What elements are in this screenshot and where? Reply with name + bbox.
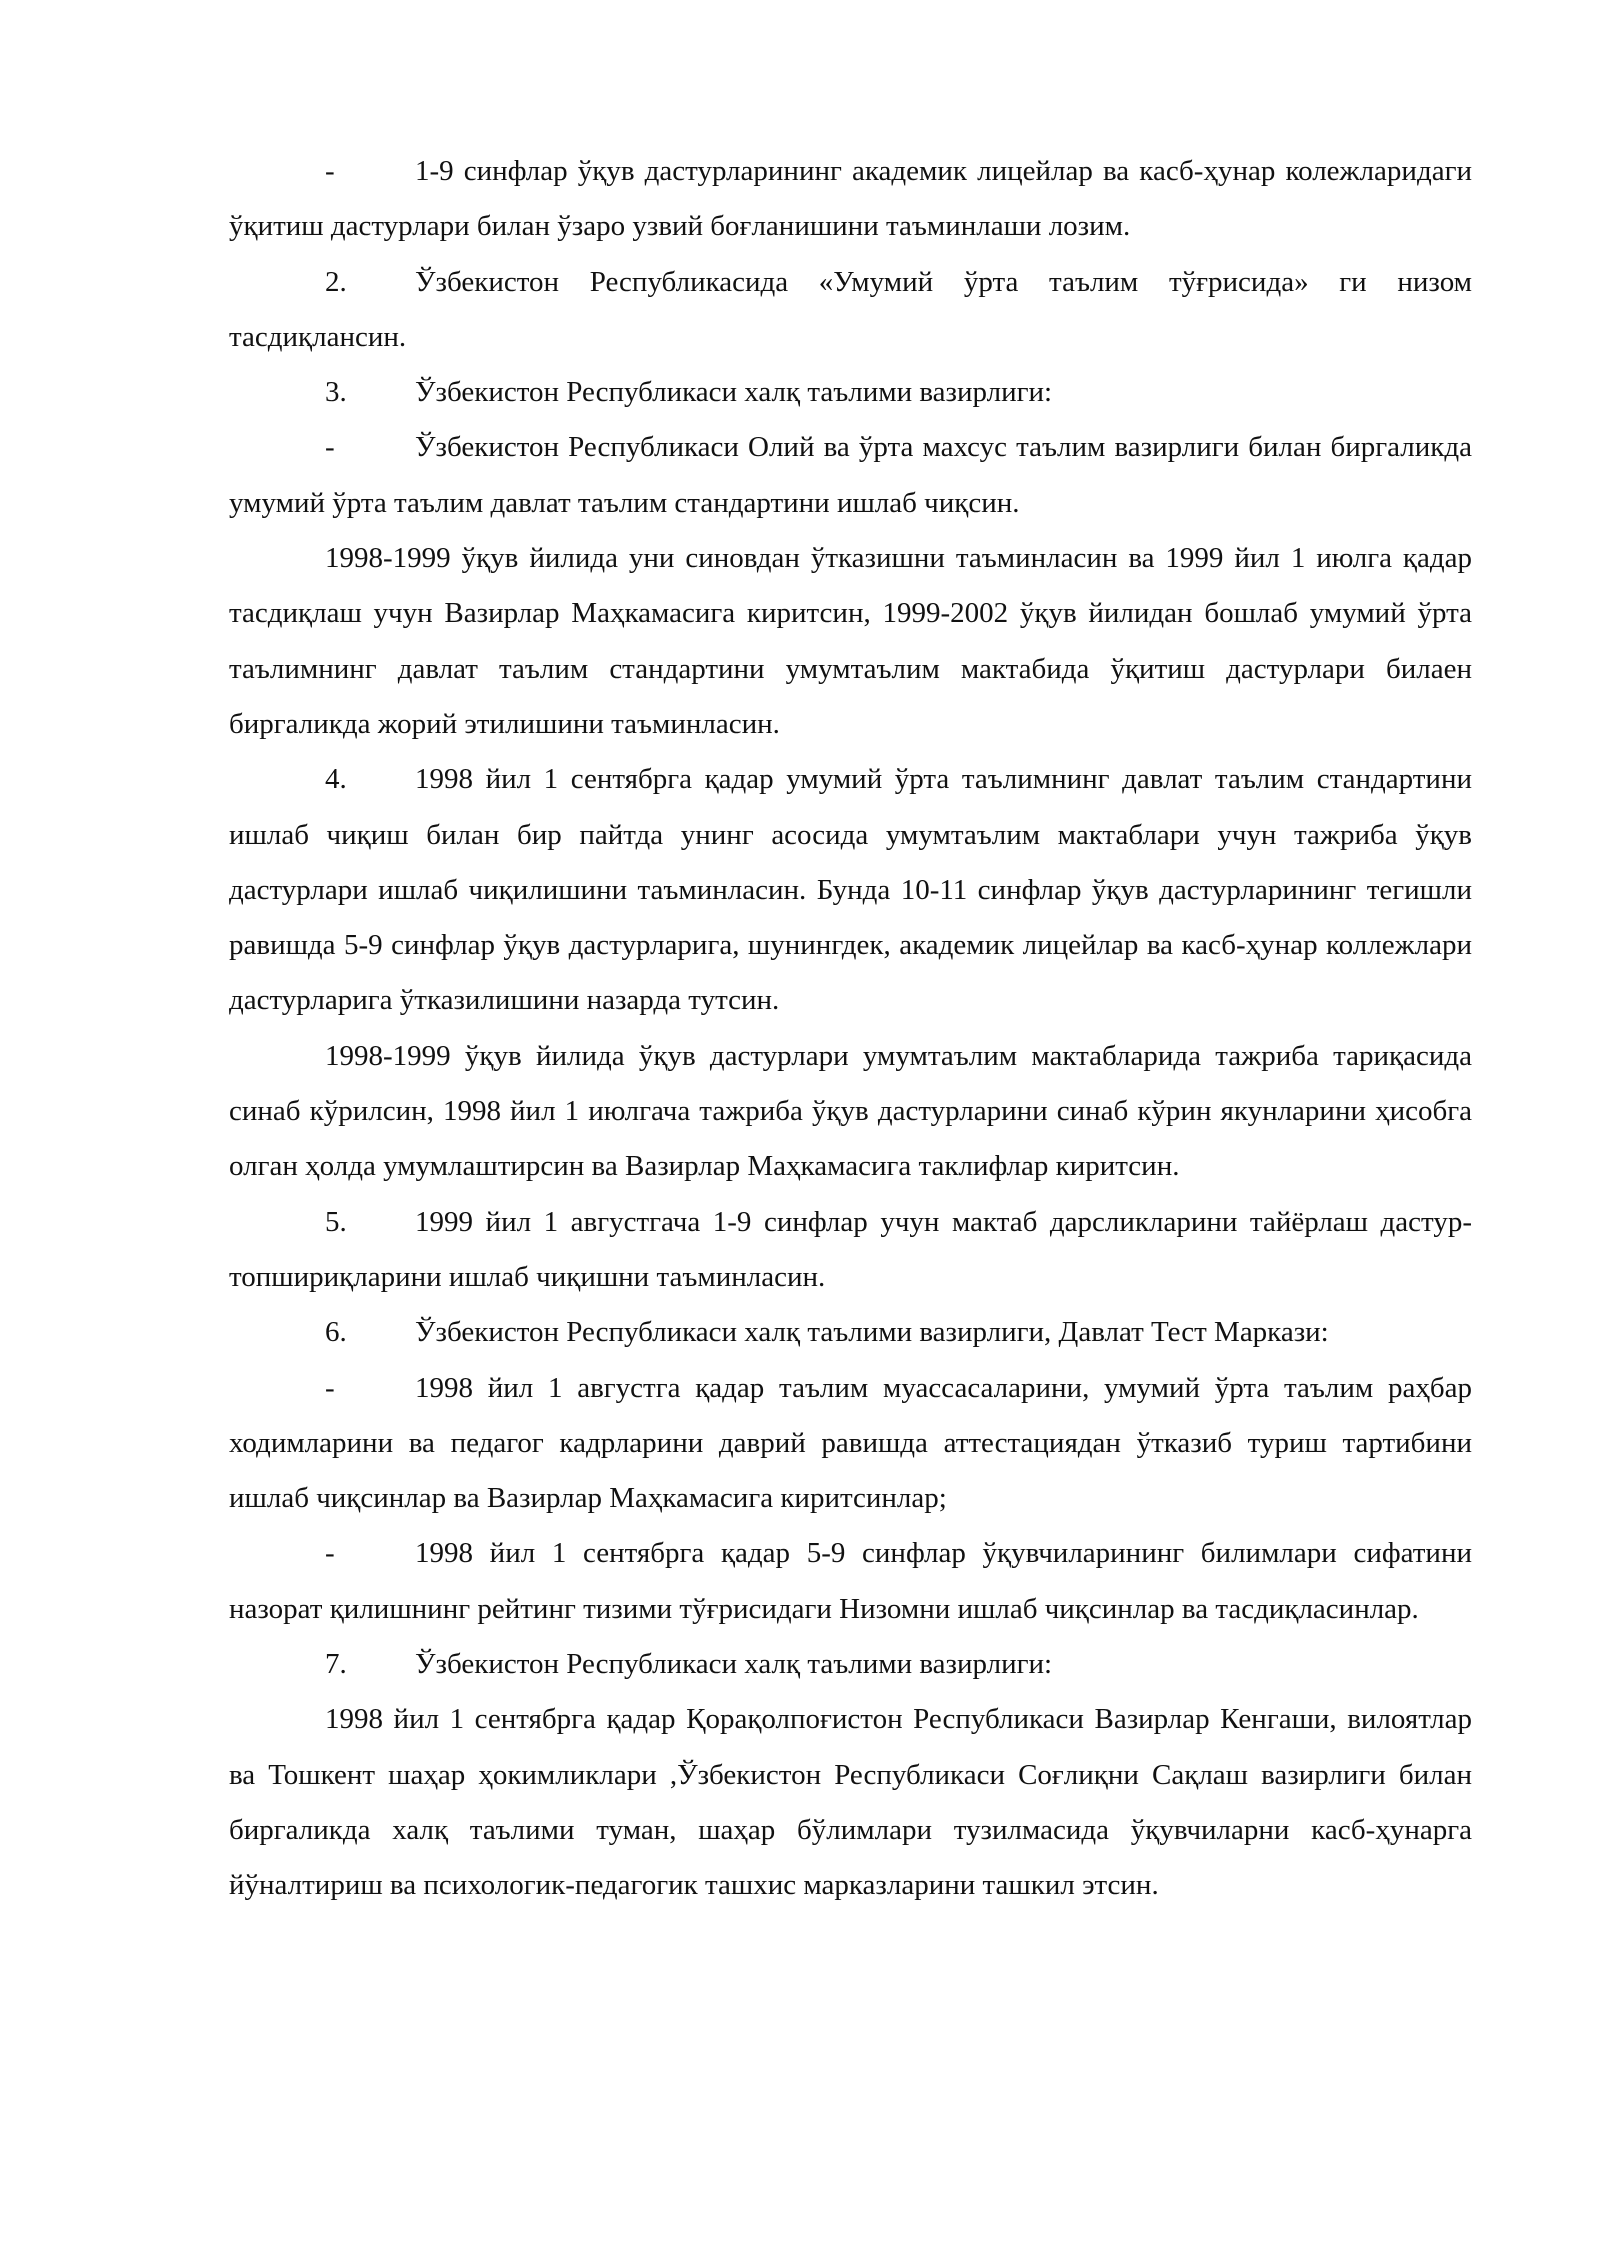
paragraph-text: Ўзбекистон Республикасида «Умумий ўрта таълим тўғрисида» ги низом тасдиқлансин. <box>229 265 1472 353</box>
paragraph-curricula-testing <box>229 1029 1472 1195</box>
paragraph-text: Ўзбекистон Республикаси халқ таълими вазирлиги: <box>415 376 1053 409</box>
paragraph-marker: - <box>325 1371 335 1404</box>
paragraph-text: Ўзбекистон Республикаси Олий ва ўрта махсус таълим вазирлиги билан биргаликда умумий ўрта таълим давлат таълим стандартини ишлаб чиқсин. <box>229 431 1472 519</box>
paragraph-text: 1998 йил 1 сентябрга қадар 5-9 синфлар ўқувчиларининг билимлари сифатини назорат қилишнинг рейтинг тизими тўғрисидаги Низомни ишлаб чиқсинлар ва тасдиқласинлар. <box>229 1537 1472 1625</box>
paragraph-bullet-rating-system <box>229 1526 1472 1637</box>
paragraph-marker: 5. <box>325 1205 347 1238</box>
paragraph-text: 1998 йил 1 августга қадар таълим муассасаларини, умумий ўрта таълим раҳбар ходимларини ва педагог кадрларини даврий равишда аттестациядан ўтказиб туриш тартибини ишлаб чиқсинлар ва Вазирлар Маҳкамасига киритсинлар; <box>229 1371 1472 1515</box>
paragraph-marker: - <box>325 155 335 187</box>
paragraph-marker: 7. <box>325 1648 347 1681</box>
paragraph-text: 1-9 синфлар ўқув дастурларининг академик лицейлар ва касб-ҳунар колежларидаги ўқитиш дастурлари билан ўзаро узвий боғланишини таъминлаши лозим. <box>229 155 1472 243</box>
paragraph-marker: 3. <box>325 376 347 409</box>
paragraph-marker: 2. <box>325 265 347 298</box>
paragraph-text: 1998-1999 ўқув йилида уни синовдан ўтказишни таъминласин ва 1999 йил 1 июлга қадар тасдиқлаш учун Вазирлар Маҳкамасига киритсин, 1999-2002 ўқув йилидан бошлаб умумий ўрта таълимнинг давлат таълим стандартини умумтаълим мактабида ўқитиш дастурлари билаен биргаликда жорий этилишини таъминласин. <box>229 542 1472 740</box>
paragraph-bullet-standard <box>229 420 1472 531</box>
paragraph-item-4 <box>229 752 1472 1028</box>
paragraph-bullet-attestation <box>229 1361 1472 1527</box>
paragraph-text: 1998 йил 1 сентябрга қадар Қорақолпоғистон Республикаси Вазирлар Кенгаши, вилоятлар ва Тошкент шаҳар ҳокимликлари ,Ўзбекистон Республикаси Соғлиқни Сақлаш вазирлиги билан биргаликда халқ таълими туман, шаҳар бўлимлари тузилмасида ўқувчиларни касб-ҳунарга йўналтириш ва психологик-педагогик ташхис марказларини ташкил этсин. <box>229 1703 1472 1902</box>
paragraph-text: 1999 йил 1 августгача 1-9 синфлар учун мактаб дарсликларини тайёрлаш дастур-топшириқларини ишлаб чиқишни таъминласин. <box>229 1205 1472 1293</box>
paragraph-item-6 <box>229 1305 1472 1360</box>
paragraph-bullet-curricula-link <box>229 144 1472 255</box>
paragraph-item-7 <box>229 1637 1472 1692</box>
paragraph-diagnostic-centers <box>229 1692 1472 1913</box>
paragraph-standard-testing <box>229 531 1472 752</box>
paragraph-text: Ўзбекистон Республикаси халқ таълими вазирлиги, Давлат Тест Маркази: <box>415 1316 1329 1349</box>
paragraph-marker: 6. <box>325 1316 347 1349</box>
paragraph-text: 1998-1999 ўқув йилида ўқув дастурлари умумтаълим мактабларида тажриба тариқасида синаб кўрилсин, 1998 йил 1 июлгача тажриба ўқув дастурларини синаб кўрин якунларини ҳисобга олган ҳолда умумлаштирсин ва Вазирлар Маҳкамасига таклифлар киритсин. <box>229 1039 1472 1183</box>
paragraph-item-5 <box>229 1195 1472 1306</box>
paragraph-text: Ўзбекистон Республикаси халқ таълими вазирлиги: <box>415 1648 1053 1681</box>
paragraph-marker: 4. <box>325 763 347 796</box>
paragraph-marker: - <box>325 1537 335 1570</box>
document-page <box>229 144 1472 1914</box>
paragraph-text: 1998 йил 1 сентябрга қадар умумий ўрта таълимнинг давлат таълим стандартини ишлаб чиқиш билан бир пайтда унинг асосида умумтаълим мактаблари учун тажриба ўқув дастурлари ишлаб чиқилишини таъминласин. Бунда 10-11 синфлар ўқув дастурларининг тегишли равишда 5-9 синфлар ўқув дастурларига, шунингдек, академик лицейлар ва касб-ҳунар коллежлари дастурларига ўтказилишини назарда тутсин. <box>229 763 1472 1017</box>
paragraph-item-3 <box>229 365 1472 420</box>
paragraph-item-2 <box>229 255 1472 366</box>
paragraph-marker: - <box>325 431 335 464</box>
